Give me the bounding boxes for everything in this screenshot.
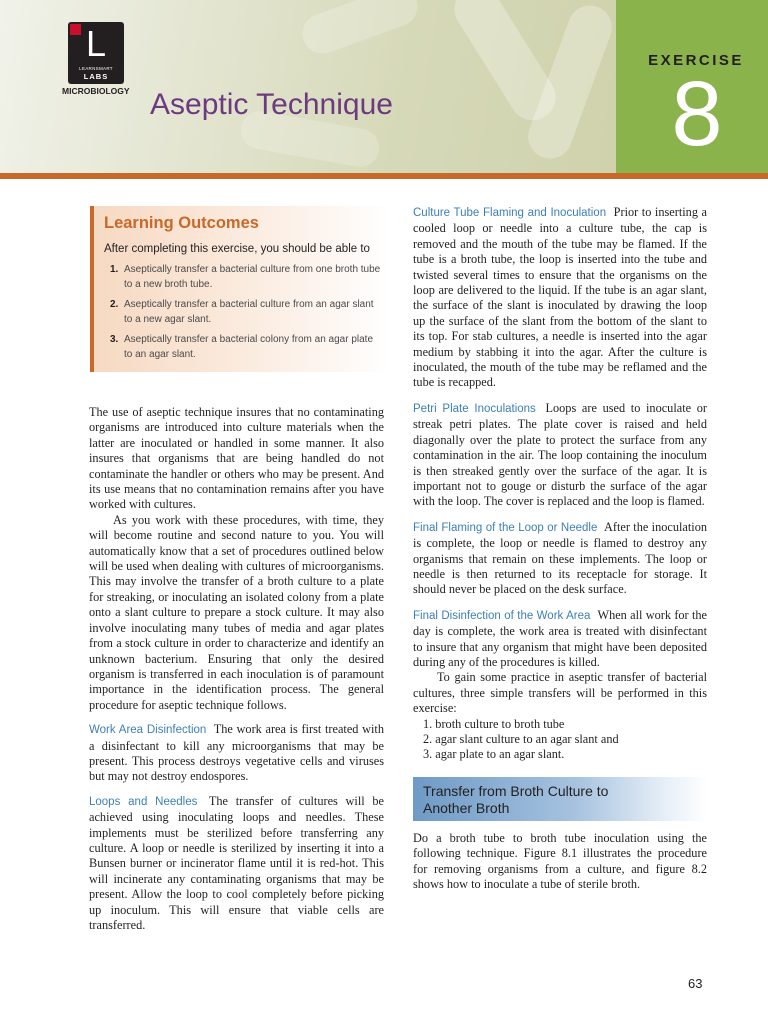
section-banner [413,777,707,821]
learning-outcomes-intro: After completing this exercise, you should be able to [104,243,370,255]
intro-paragraph: The use of aseptic technique insures that no contaminating organisms are introduced into culture materials when the latter are inoculated or handled in some manner. It also insures that organisms that are being handled do not contaminate the handler or others who may be present. And its use means that no contamination remains after you have worked with cultures. [89,405,384,512]
list-item [104,297,382,327]
list-item: 1. broth culture to broth tube [423,716,565,731]
list-item-number: 2. [110,299,119,310]
section-heading-petri: Petri Plate Inoculations [413,402,536,415]
list-item [104,332,382,362]
logo-line2: LABS [83,72,109,81]
list-item [104,262,382,292]
list-item-number: 1. [110,264,119,275]
loops-paragraph [89,794,384,934]
work-area-paragraph [89,722,384,785]
section-title-line2: Another Broth [423,799,510,816]
paragraph-text: The work area is first treated with a disinfectant to kill any microorganisms that may be present. This process destroys vegetative cells and viruses but may not destroy endospores. [89,722,384,784]
bacteria-image-blob [297,0,423,59]
final-disinfection-paragraph [413,608,707,671]
page-number: 63 [688,976,703,991]
learnsmart-labs-logo [68,22,124,84]
section-title-line1: Transfer from Broth Culture to [423,782,609,799]
paragraph-text: Prior to inserting a cooled loop or needle into a culture tube, the cap is removed and the mouth of the tube may be flamed. If the tube is a broth tube, the loop is inserted into the tube and twisted several times to ensure that the organisms on the loop are delivered to the liquid. If the tube is an agar slant, the surface of the slant is inoculated by drawing the loop up the surface of the slant from the bottom of the slant to its top. For stab cultures, a needle is inserted into the agar medium by stabbing it into the agar. After the culture is inoculated, the mouth of the tube may be reflamed and the tube is recapped. [413,205,707,390]
list-item: 2. agar slant culture to an agar slant and [423,732,619,746]
paragraph-text: After the inoculation is complete, the loop or needle is flamed to destroy any organisms that remain on these implements. The loop or needle is then returned to its receptacle for storage. It should never be placed on the desk surface. [413,519,707,597]
section-heading-final-disinfection: Final Disinfection of the Work Area [413,609,591,622]
right-column [413,205,707,898]
list-item-number: 3. [110,334,119,345]
transfer-list [423,717,707,763]
logo-caption: MICROBIOLOGY [62,86,130,96]
exercise-label: EXERCISE [648,52,744,69]
body-paragraph: As you work with these procedures, with time, they will become routine and second nature to you. You will automatically know that a set of procedures outlined below will be used when dealing with cultures of microorganisms. This may involve the transfer of a broth culture to a plate for streaking, or inoculating an isolated colony from a plate onto a slant culture to prepare a stock culture. It may also involve inoculating many tubes of media and agar plates from a stock culture in order to characterize and identify an unknown bacterium. Ensuring that only the desired organism is transferred in each inoculation is of paramount importance in the identification process. The general procedure for aseptic technique follows. [89,512,384,712]
list-item-text: Aseptically transfer a bacterial culture from one broth tube to a new broth tube. [124,264,381,290]
logo-line1: LEARNSMART [79,66,113,71]
paragraph-text: Loops are used to inoculate or streak petri plates. The plate cover is raised and held diagonally over the plate to protect the surface from any contamination in the air. The loop containing the inoculum is then streaked gently over the surface of the agar. It is important not to gouge or disturb the surface of the agar with the loop. The cover is replaced and the loop is flamed. [413,400,707,509]
page-title: Aseptic Technique [150,88,393,121]
left-column [89,405,384,939]
header-rule [0,173,768,179]
learning-outcomes-box [90,206,390,372]
section-paragraph: Do a broth tube to broth tube inoculation using the following technique. Figure 8.1 illustrates the procedure for removing organisms from a culture, and figure 8.2 shows how to inoculate a tube of sterile broth. [413,830,707,892]
practice-paragraph: To gain some practice in aseptic transfer of bacterial cultures, three simple transfers will be performed in this exercise: [413,670,707,716]
culture-tube-paragraph [413,205,707,391]
list-item-text: Aseptically transfer a bacterial culture from an agar slant to a new agar slant. [124,299,374,325]
list-item: 3. agar plate to an agar slant. [423,747,565,762]
section-heading-culture-tube: Culture Tube Flaming and Inoculation [413,207,607,219]
section-heading-final-flaming: Final Flaming of the Loop or Needle [413,521,598,534]
learning-outcomes-list [104,262,382,362]
paragraph-text: When all work for the day is complete, the work area is treated with disinfectant to insure that any organism that might have been deposited during any of the procedures is killed. [413,607,707,669]
logo-letter: L [85,23,107,64]
paragraph-text: The transfer of cultures will be achieved using inoculating loops and needles. These implements must be sterilized before transferring any culture. A loop or needle is sterilized by inserting it into a Bunsen burner or incinerator flame until it is red-hot. This will incinerate any contaminating organisms that may be present. Allow the loop to cool completely before picking up inoculum. This will ensure that viable cells are transferred. [89,793,384,932]
section-heading-work-area: Work Area Disinfection [89,724,207,737]
section-heading-loops: Loops and Needles [89,795,198,808]
list-item-text: Aseptically transfer a bacterial colony from an agar plate to an agar slant. [124,334,374,360]
exercise-number: 8 [671,63,723,165]
petri-paragraph [413,401,707,510]
learning-outcomes-title: Learning Outcomes [104,214,259,232]
final-flaming-paragraph [413,520,707,598]
